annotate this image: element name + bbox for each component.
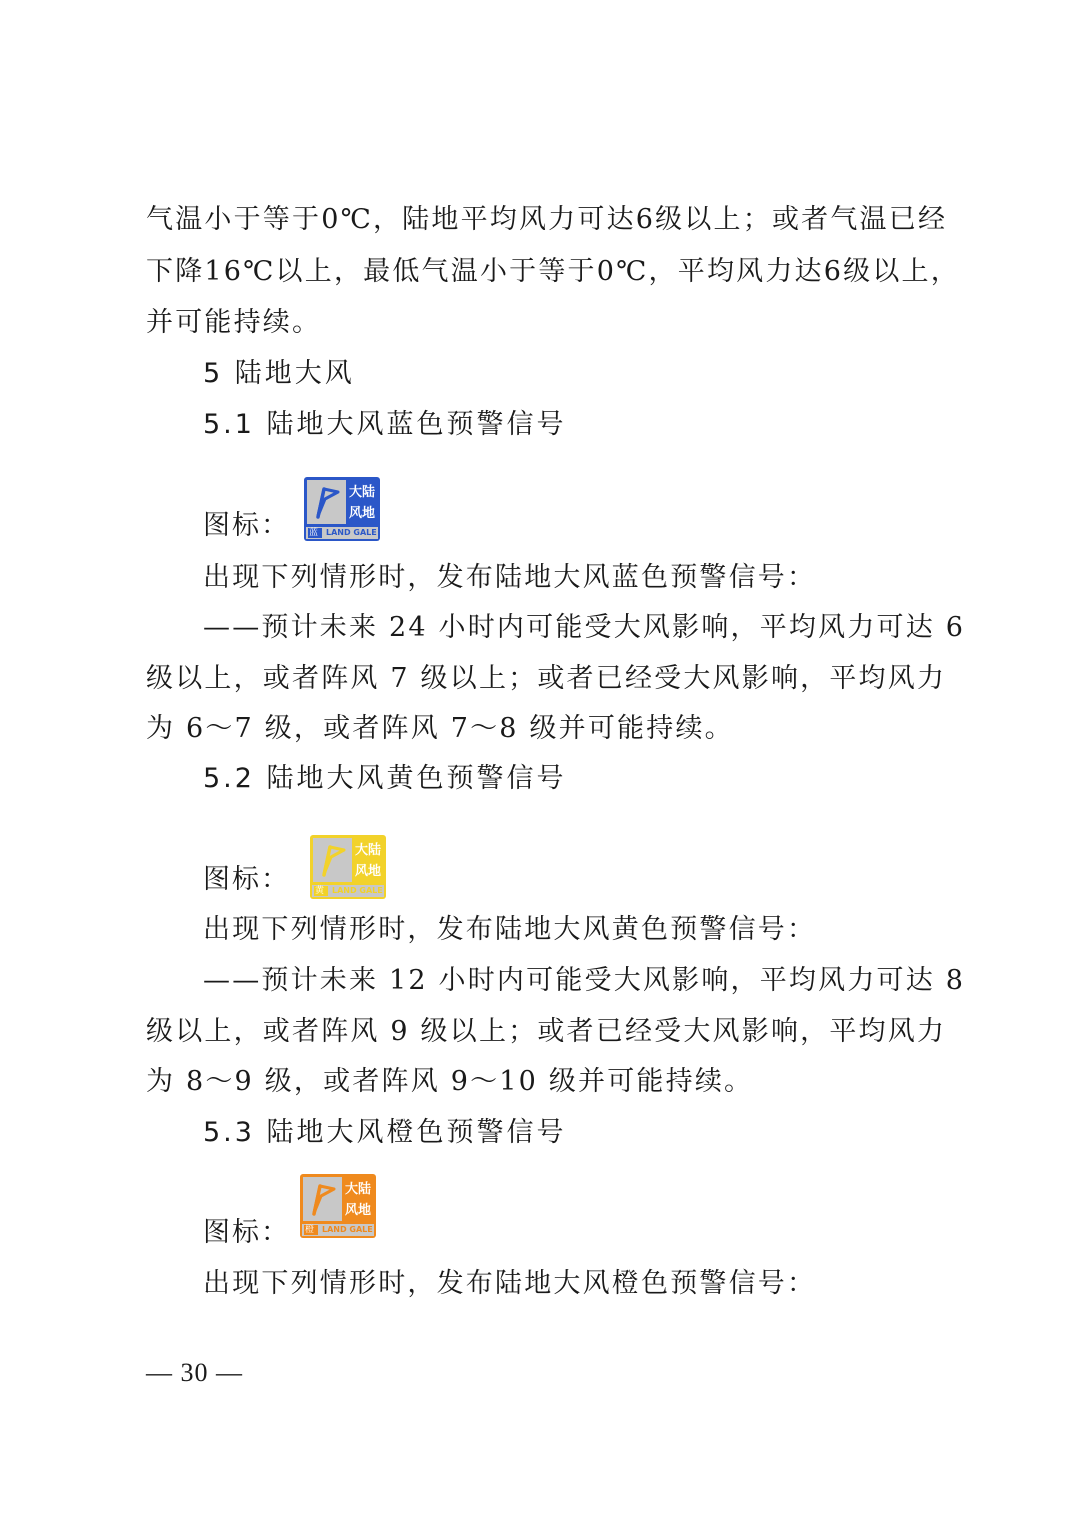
icon-caption: LAND GALE — [326, 528, 377, 537]
land-gale-yellow-signal-icon — [310, 835, 386, 899]
icon-label: 图标： — [203, 510, 290, 541]
land-gale-blue-signal-icon — [304, 477, 380, 541]
icon-label: 图标： — [203, 864, 290, 895]
page-number: — 30 — — [146, 1358, 243, 1387]
icon-text-top: 大陆 — [345, 1182, 372, 1197]
icon-badge: 橙 — [305, 1225, 315, 1235]
paragraph-line: 并可能持续。 — [146, 307, 322, 338]
icon-text-bottom: 风地 — [349, 506, 376, 521]
blue-signal-heading: 5.1 陆地大风蓝色预警信号 — [203, 409, 567, 440]
condition-text: 出现下列情形时，发布陆地大风橙色预警信号： — [203, 1268, 817, 1299]
icon-badge: 黄 — [315, 886, 325, 896]
section-heading: 5 陆地大风 — [203, 358, 355, 389]
icon-caption: LAND GALE — [322, 1225, 373, 1234]
icon-text-top: 大陆 — [349, 485, 376, 500]
icon-text-top: 大陆 — [355, 843, 382, 858]
icon-text-bottom: 风地 — [345, 1203, 372, 1218]
detail-line: 为 6～7 级，或者阵风 7～8 级并可能持续。 — [146, 713, 734, 744]
paragraph-line: 下降16℃以上，最低气温小于等于0℃，平均风力达6级以上， — [146, 256, 960, 287]
detail-line: 为 8～9 级，或者阵风 9～10 级并可能持续。 — [146, 1066, 754, 1097]
condition-text: 出现下列情形时，发布陆地大风蓝色预警信号： — [203, 562, 817, 593]
detail-line: ——预计未来 24 小时内可能受大风影响，平均风力可达 6 — [203, 612, 966, 643]
icon-caption: LAND GALE — [332, 886, 383, 895]
icon-badge: 蓝 — [309, 528, 319, 538]
land-gale-orange-signal-icon — [300, 1174, 376, 1238]
yellow-signal-heading: 5.2 陆地大风黄色预警信号 — [203, 763, 567, 794]
detail-line: 级以上，或者阵风 9 级以上；或者已经受大风影响，平均风力 — [146, 1016, 947, 1047]
icon-text-bottom: 风地 — [355, 864, 382, 879]
detail-line: ——预计未来 12 小时内可能受大风影响，平均风力可达 8 — [203, 965, 966, 996]
paragraph-line: 气温小于等于0℃，陆地平均风力可达6级以上；或者气温已经 — [146, 204, 948, 235]
icon-label: 图标： — [203, 1217, 290, 1248]
detail-line: 级以上，或者阵风 7 级以上；或者已经受大风影响，平均风力 — [146, 663, 947, 694]
orange-signal-heading: 5.3 陆地大风橙色预警信号 — [203, 1117, 567, 1148]
condition-text: 出现下列情形时，发布陆地大风黄色预警信号： — [203, 914, 817, 945]
